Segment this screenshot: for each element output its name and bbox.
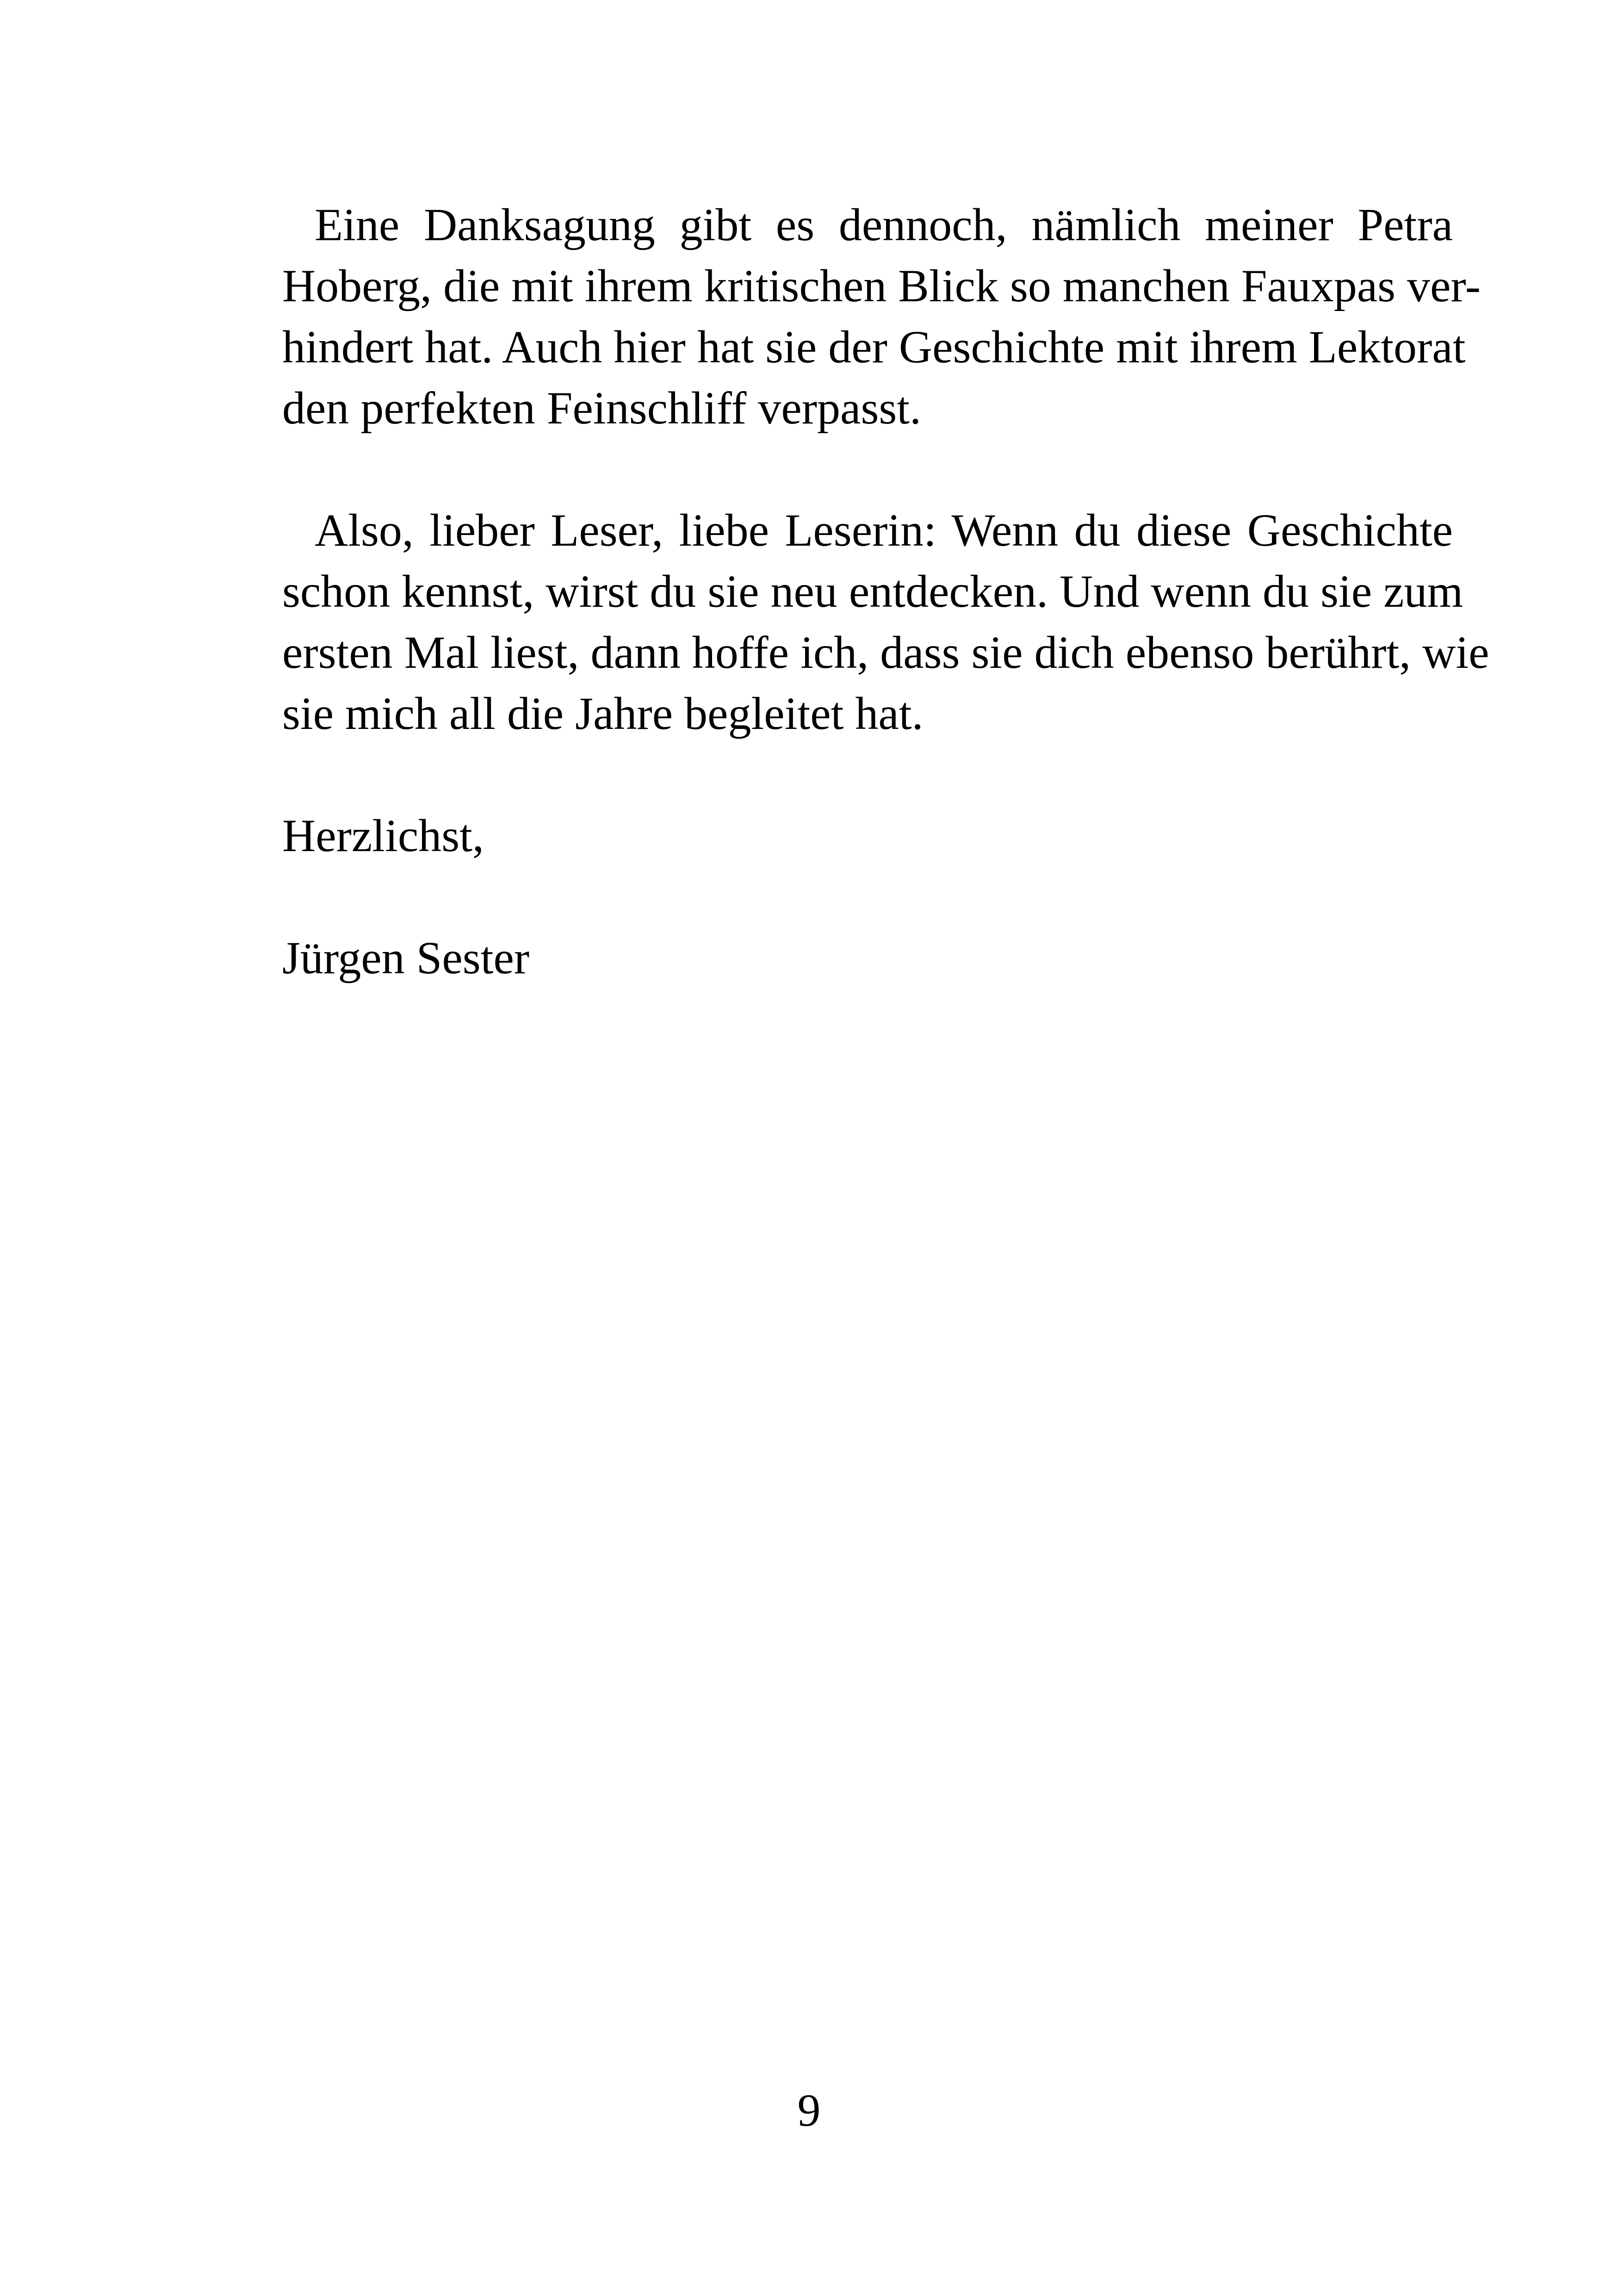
text-line: den perfekten Feinschliff verpasst. [282,382,922,434]
body-text [250,194,1489,1050]
text-line: schon kennst, wirst du sie neu entdecken. Und wenn du sie zum [282,566,1463,617]
text-line: Also, lieber Leser, liebe Leserin: Wenn du diese Geschichte [315,504,1453,556]
text-line: hindert hat. Auch hier hat sie der Geschichte mit ihrem Lektorat [282,321,1466,373]
paragraph-acknowledgement [250,194,1481,439]
text-line: ersten Mal liest, dann hoffe ich, dass sie dich ebenso berührt, wie [282,627,1489,678]
page-number: 9 [797,2084,821,2136]
text-line: sie mich all die Jahre begleitet hat. [282,688,924,739]
closing-greeting: Herzlichst, [282,810,484,861]
text-line: Hoberg, die mit ihrem kritischen Blick so manchen Fauxpas ver- [282,260,1481,311]
paragraph-reader-address [250,500,1489,744]
text-line: Eine Danksagung gibt es dennoch, nämlich meiner Petra [315,199,1453,250]
author-signature: Jürgen Sester [282,932,530,983]
